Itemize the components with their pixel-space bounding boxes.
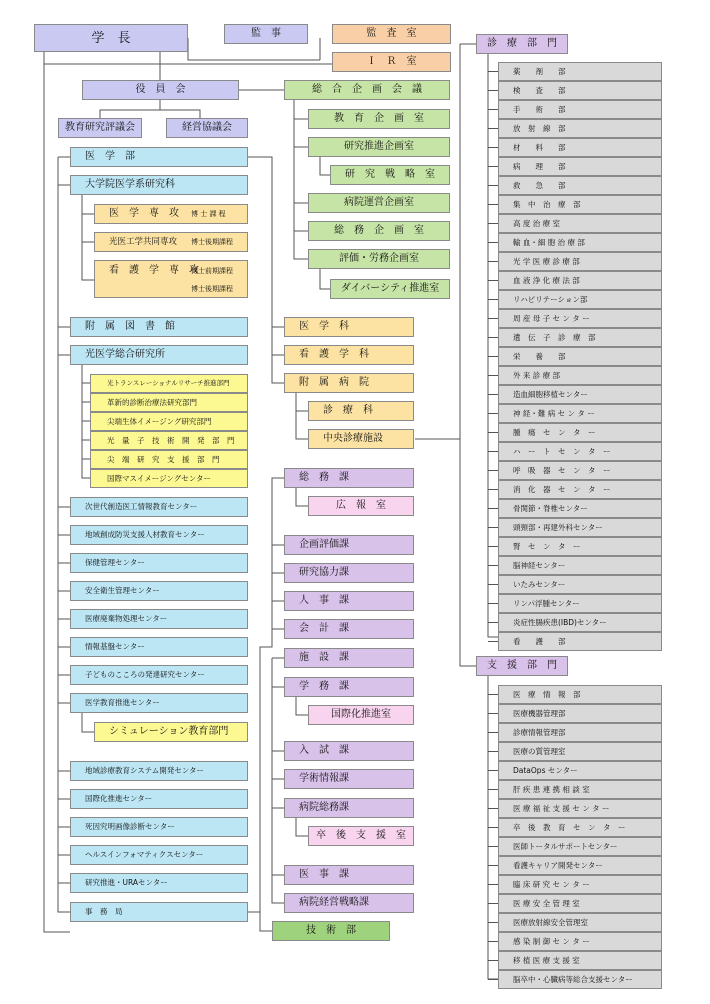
program-name: 看 護 学 専 攻 bbox=[109, 265, 199, 276]
clinical-unit-box: 放 射 線 部 bbox=[498, 119, 662, 138]
planning-office-box: 研究推進企画室 bbox=[308, 137, 450, 157]
admin-section-box: 人 事 課 bbox=[284, 591, 414, 611]
clinical-unit-box: 手 術 部 bbox=[498, 100, 662, 119]
support-unit-box: 医 療 情 報 部 bbox=[498, 685, 662, 704]
center-box: 情報基盤センター bbox=[70, 637, 248, 657]
support-unit-box: 医療の質管理室 bbox=[498, 742, 662, 761]
support-unit-box: 肝 疾 患 連 携 相 談 室 bbox=[498, 780, 662, 799]
clinical-unit-box: 周 産 母 子 セ ン タ ー bbox=[498, 309, 662, 328]
support-unit-box: 医 療 安 全 管 理 室 bbox=[498, 894, 662, 913]
support-unit-box: 脳卒中・心臓病等総合支援センター bbox=[498, 970, 662, 989]
admin-section-box: 会 計 課 bbox=[284, 619, 414, 639]
clinical-unit-box: リンパ浮腫センター bbox=[498, 594, 662, 613]
support-unit-box: 感 染 制 御 セ ン タ ー bbox=[498, 932, 662, 951]
management-council-box: 経営協議会 bbox=[166, 118, 248, 138]
audit-office-box: 監 査 室 bbox=[332, 24, 451, 44]
technical-dept-box: 技 術 部 bbox=[272, 921, 390, 941]
simulation-division-box: シミュレーション教育部門 bbox=[94, 722, 248, 742]
clinical-unit-box: 看 護 部 bbox=[498, 632, 662, 651]
clinical-unit-box: リハビリテーション部 bbox=[498, 290, 662, 309]
clinical-unit-box: 高 度 治 療 室 bbox=[498, 214, 662, 233]
clinical-unit-box: 集 中 治 療 部 bbox=[498, 195, 662, 214]
grad-school-box: 大学院医学系研究科 bbox=[70, 175, 248, 195]
postgrad-office-box: 卒 後 支 援 室 bbox=[308, 826, 414, 846]
ir-office-box: Ｉ Ｒ 室 bbox=[332, 52, 451, 72]
admin-section-box: 病院経営戦略課 bbox=[284, 893, 414, 913]
center-box: 保健管理センター bbox=[70, 553, 248, 573]
photonics-institute-box: 光医学総合研究所 bbox=[70, 345, 248, 365]
support-unit-box: 卒 後 教 育 セ ン タ ー bbox=[498, 818, 662, 837]
dept-medicine-box: 医 学 科 bbox=[284, 317, 414, 337]
clinical-unit-box: 材 料 部 bbox=[498, 138, 662, 157]
clinical-unit-box: 呼 吸 器 セ ン タ ー bbox=[498, 461, 662, 480]
planning-office-box: 病院運営企画室 bbox=[308, 193, 450, 213]
center-box: 地域診療教育システム開発センター bbox=[70, 761, 248, 781]
program-course: 博士後期課程 bbox=[191, 238, 233, 246]
center-box: 次世代創造医工情報教育センター bbox=[70, 497, 248, 517]
clinical-unit-box: 消 化 器 セ ン タ ー bbox=[498, 480, 662, 499]
clinical-unit-box: 腎 セ ン タ ー bbox=[498, 537, 662, 556]
admin-section-box: 入 試 課 bbox=[284, 741, 414, 761]
support-unit-box: 移 植 医 療 支 援 室 bbox=[498, 951, 662, 970]
clinical-unit-box: 検 査 部 bbox=[498, 81, 662, 100]
auditor-box: 監 事 bbox=[224, 24, 308, 44]
support-unit-box: 医療機器管理部 bbox=[498, 704, 662, 723]
clinical-unit-box: 脳神経センター bbox=[498, 556, 662, 575]
admin-section-box: 医 事 課 bbox=[284, 865, 414, 885]
program-name: 光医工学共同専攻 bbox=[109, 236, 178, 247]
clinical-unit-box: いたみセンター bbox=[498, 575, 662, 594]
university-hospital-box: 附 属 病 院 bbox=[284, 373, 414, 393]
research-strategy-box: 研 究 戦 略 室 bbox=[330, 165, 450, 185]
admin-section-box: 研究協力課 bbox=[284, 563, 414, 583]
program-medicine-box bbox=[94, 204, 248, 224]
center-box: 医療廃棄物処理センター bbox=[70, 609, 248, 629]
program-course: 博士後期課程 bbox=[191, 285, 233, 293]
clinical-unit-box: 輸 血・細 胞 治 療 部 bbox=[498, 233, 662, 252]
clinical-unit-box: 炎症性腸疾患(IBD)センター bbox=[498, 613, 662, 632]
intl-office-box: 国際化推進室 bbox=[308, 705, 414, 725]
clinical-unit-box: 頭頸部・再建外科センター bbox=[498, 518, 662, 537]
clinical-unit-box: 腫 瘍 セ ン タ ー bbox=[498, 423, 662, 442]
clinical-unit-box: 救 急 部 bbox=[498, 176, 662, 195]
program-nursing-box bbox=[94, 260, 248, 298]
dept-nursing-box: 看 護 学 科 bbox=[284, 345, 414, 365]
center-box: 地域創成防災支援人材教育センター bbox=[70, 525, 248, 545]
clinical-unit-box: 薬 剤 部 bbox=[498, 62, 662, 81]
clinical-unit-box: 造血細胞移植センター bbox=[498, 385, 662, 404]
support-unit-box: 看護キャリア開発センター bbox=[498, 856, 662, 875]
support-unit-box: 医療放射線安全管理室 bbox=[498, 913, 662, 932]
support-unit-box: 医師トータルサポートセンター bbox=[498, 837, 662, 856]
secretariat-box: 事 務 局 bbox=[70, 902, 248, 922]
clinical-unit-box: 栄 養 部 bbox=[498, 347, 662, 366]
program-course: 博 士 課 程 bbox=[191, 210, 226, 218]
admin-section-box: 総 務 課 bbox=[284, 468, 414, 488]
center-box: 安全衛生管理センター bbox=[70, 581, 248, 601]
photonics-division-box: 尖 端 研 究 支 援 部 門 bbox=[90, 450, 248, 469]
photonics-division-box: 尖端生体イメージング研究部門 bbox=[90, 412, 248, 431]
planning-office-box: 評価・労務企画室 bbox=[308, 249, 450, 269]
library-box: 附 属 図 書 館 bbox=[70, 317, 248, 337]
clinical-unit-box: ハ ー ト セ ン タ ー bbox=[498, 442, 662, 461]
photonics-division-box: 国際マスイメージングセンター bbox=[90, 469, 248, 488]
center-box: 死因究明画像診断センター bbox=[70, 817, 248, 837]
support-unit-box: 臨 床 研 究 セ ン タ ー bbox=[498, 875, 662, 894]
clinical-departments-box: 診 療 科 bbox=[308, 401, 414, 421]
center-box: 国際化推進センター bbox=[70, 789, 248, 809]
support-unit-box: 診療情報管理部 bbox=[498, 723, 662, 742]
center-box: 子どものこころの発達研究センター bbox=[70, 665, 248, 685]
admin-section-box: 病院総務課 bbox=[284, 798, 414, 818]
central-clinical-facilities-box: 中央診療施設 bbox=[308, 429, 414, 449]
photonics-division-box: 光 量 子 技 術 開 発 部 門 bbox=[90, 431, 248, 450]
planning-head-box: 総 合 企 画 会 議 bbox=[284, 80, 450, 100]
admin-section-box: 企画評価課 bbox=[284, 535, 414, 555]
admin-section-box: 学術情報課 bbox=[284, 769, 414, 789]
photonics-division-box: 光トランスレーショナルリサーチ推進部門 bbox=[90, 374, 248, 393]
clinical-unit-box: 神 経・難 病 セ ン タ ー bbox=[498, 404, 662, 423]
clinical-unit-box: 病 理 部 bbox=[498, 157, 662, 176]
pr-office-box: 広 報 室 bbox=[308, 496, 414, 516]
clinical-unit-box: 外 来 診 療 部 bbox=[498, 366, 662, 385]
clinical-unit-box: 骨関節・脊椎センター bbox=[498, 499, 662, 518]
clinical-division-head: 診 療 部 門 bbox=[476, 34, 568, 54]
admin-section-box: 施 設 課 bbox=[284, 648, 414, 668]
photonics-division-box: 革新的診断治療法研究部門 bbox=[90, 393, 248, 412]
clinical-unit-box: 血 液 浄 化 療 法 部 bbox=[498, 271, 662, 290]
center-box: 研究推進・URAセンター bbox=[70, 873, 248, 893]
planning-office-box: 教 育 企 画 室 bbox=[308, 109, 450, 129]
support-unit-box: 医 療 福 祉 支 援 セ ン タ ー bbox=[498, 799, 662, 818]
center-box: ヘルスインフォマティクスセンター bbox=[70, 845, 248, 865]
center-box: 医学教育推進センター bbox=[70, 693, 248, 713]
planning-office-box: 総 務 企 画 室 bbox=[308, 221, 450, 241]
program-photomed-box bbox=[94, 232, 248, 252]
officers-box: 役 員 会 bbox=[82, 80, 239, 100]
admin-section-box: 学 務 課 bbox=[284, 677, 414, 697]
support-division-head: 支 援 部 門 bbox=[476, 656, 568, 676]
program-name: 医 学 専 攻 bbox=[109, 208, 179, 219]
education-council-box: 教育研究評議会 bbox=[58, 118, 142, 138]
president-box: 学 長 bbox=[34, 24, 188, 52]
support-unit-box: DataOps センター bbox=[498, 761, 662, 780]
clinical-unit-box: 遺 伝 子 診 療 部 bbox=[498, 328, 662, 347]
clinical-unit-box: 光 学 医 療 診 療 部 bbox=[498, 252, 662, 271]
faculty-medicine-box: 医 学 部 bbox=[70, 147, 248, 167]
program-course: 博士前期課程 bbox=[191, 267, 233, 275]
diversity-box: ダイバーシティ推進室 bbox=[330, 279, 450, 299]
